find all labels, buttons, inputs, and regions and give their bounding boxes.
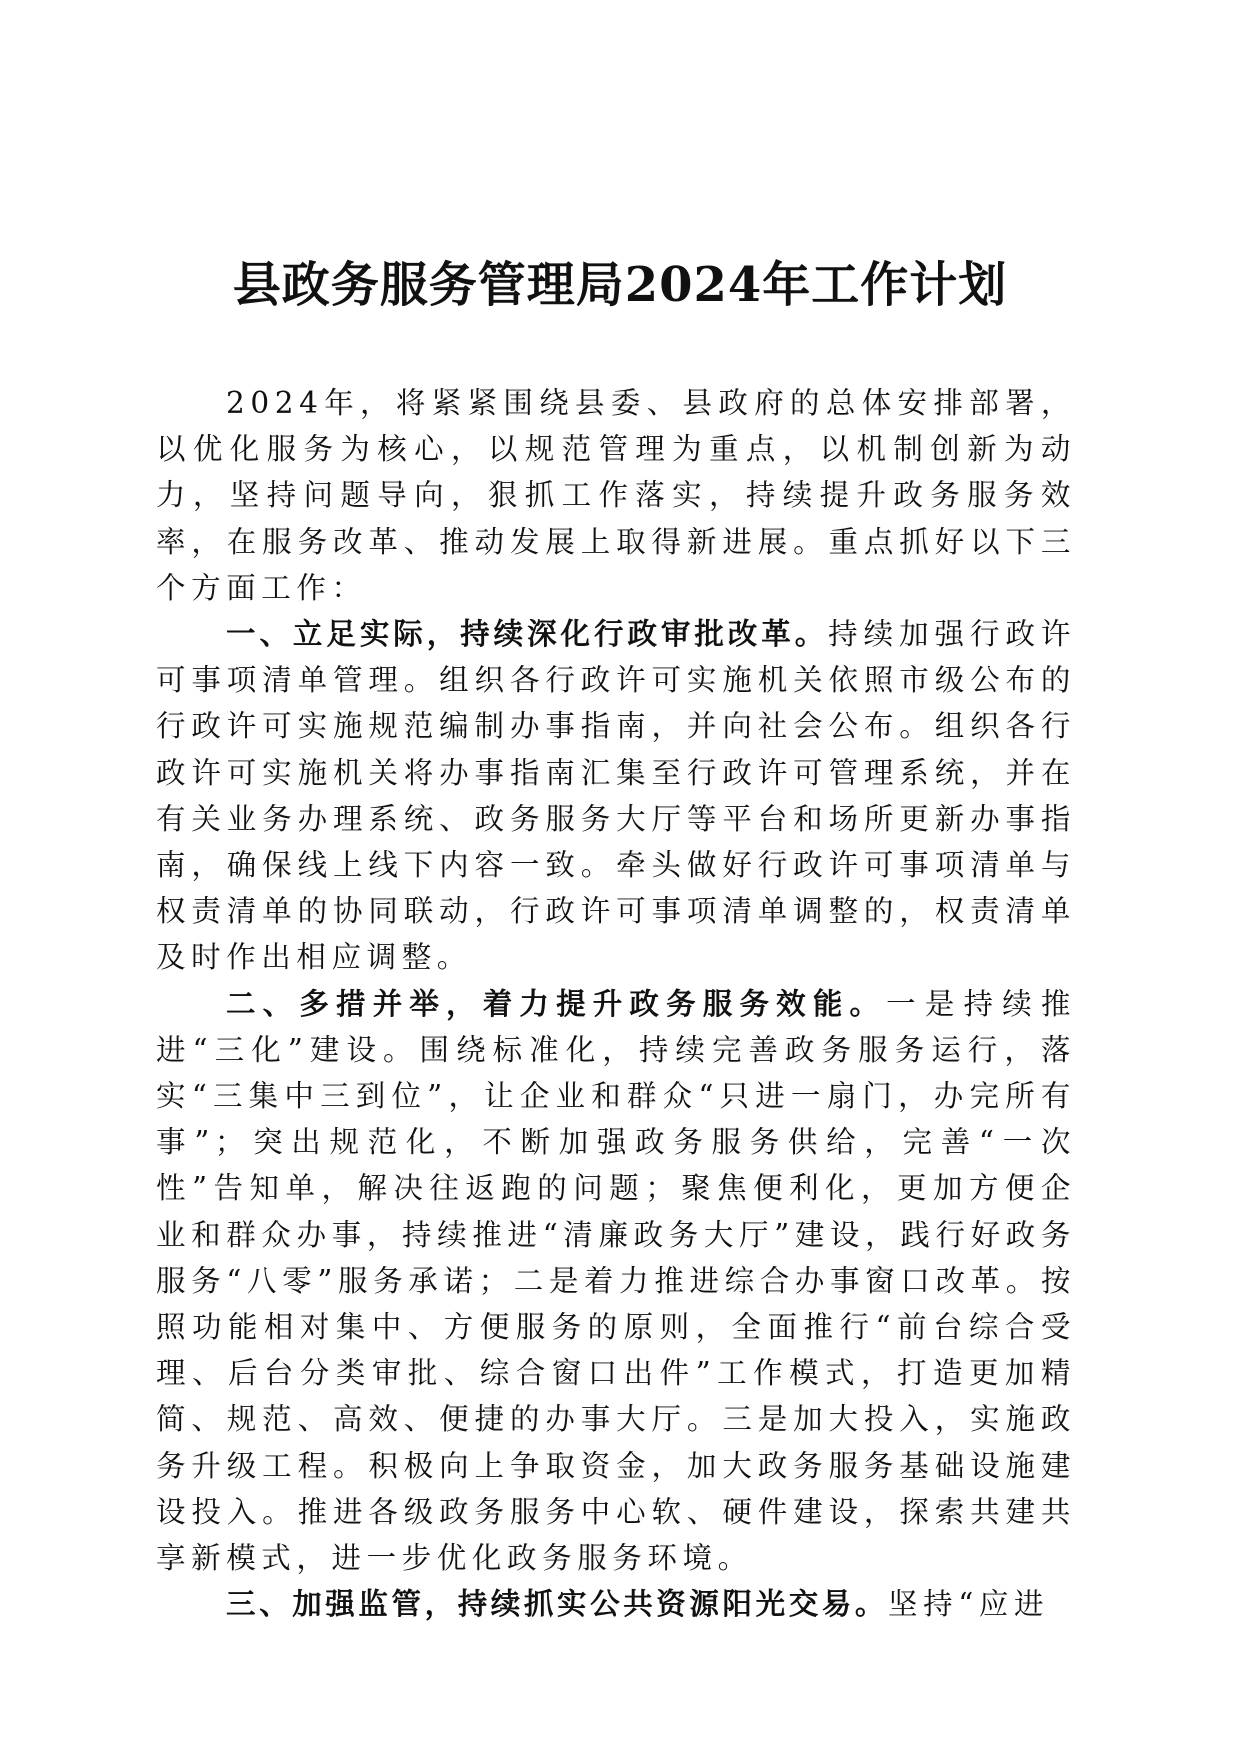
document-body (156, 380, 1076, 1627)
document-title: 县政务服务管理局2024年工作计划 (232, 257, 1008, 313)
paragraph-text: 持续加强行政许可事项清单管理。组织各行政许可实施机关依照市级公布的行政许可实施规范编制办事指南，并向社会公布。组织各行政许可实施机关将办事指南汇集至行政许可管理系统，并在有关业务办理系统、政务服务大厅等平台和场所更新办事指南，确保线上线下内容一致。牵头做好行政许可事项清单与权责清单的协同联动，行政许可事项清单调整的，权责清单及时作出相应调整。 (156, 617, 1076, 975)
intro-paragraph (156, 380, 1076, 611)
paragraph-text: 2024年，将紧紧围绕县委、县政府的总体安排部署，以优化服务为核心，以规范管理为重点，以机制创新为动力，坚持问题导向，狠抓工作落实，持续提升政务服务效率，在服务改革、推动发展上取得新进展。重点抓好以下三个方面工作： (156, 386, 1076, 605)
paragraph-text: 坚持“应进 (888, 1587, 1050, 1622)
section-1-paragraph (156, 611, 1076, 981)
section-3-paragraph (156, 1581, 1076, 1627)
section-3-heading: 三、加强监管，持续抓实公共资源阳光交易。 (226, 1587, 889, 1622)
paragraph-text: 一是持续推进“三化”建设。围绕标准化，持续完善政务服务运行，落实“三集中三到位”，让企业和群众“只进一扇门，办完所有事”；突出规范化，不断加强政务服务供给，完善“一次性”告知单，解决往返跑的问题；聚焦便利化，更加方便企业和群众办事，持续推进“清廉政务大厅”建设，践行好政务服务“八零”服务承诺；二是着力推进综合办事窗口改革。按照功能相对集中、方便服务的原则，全面推行“前台综合受理、后台分类审批、综合窗口出件”工作模式，打造更加精简、规范、高效、便捷的办事大厅。三是加大投入，实施政务升级工程。积极向上争取资金，加大政务服务基础设施建设投入。推进各级政务服务中心软、硬件建设，探索共建共享新模式，进一步优化政务服务环境。 (156, 986, 1076, 1576)
section-2-heading: 二、多措并举，着力提升政务服务效能。 (226, 986, 887, 1021)
section-1-heading: 一、立足实际，持续深化行政审批改革。 (226, 617, 829, 652)
section-2-paragraph (156, 981, 1076, 1582)
